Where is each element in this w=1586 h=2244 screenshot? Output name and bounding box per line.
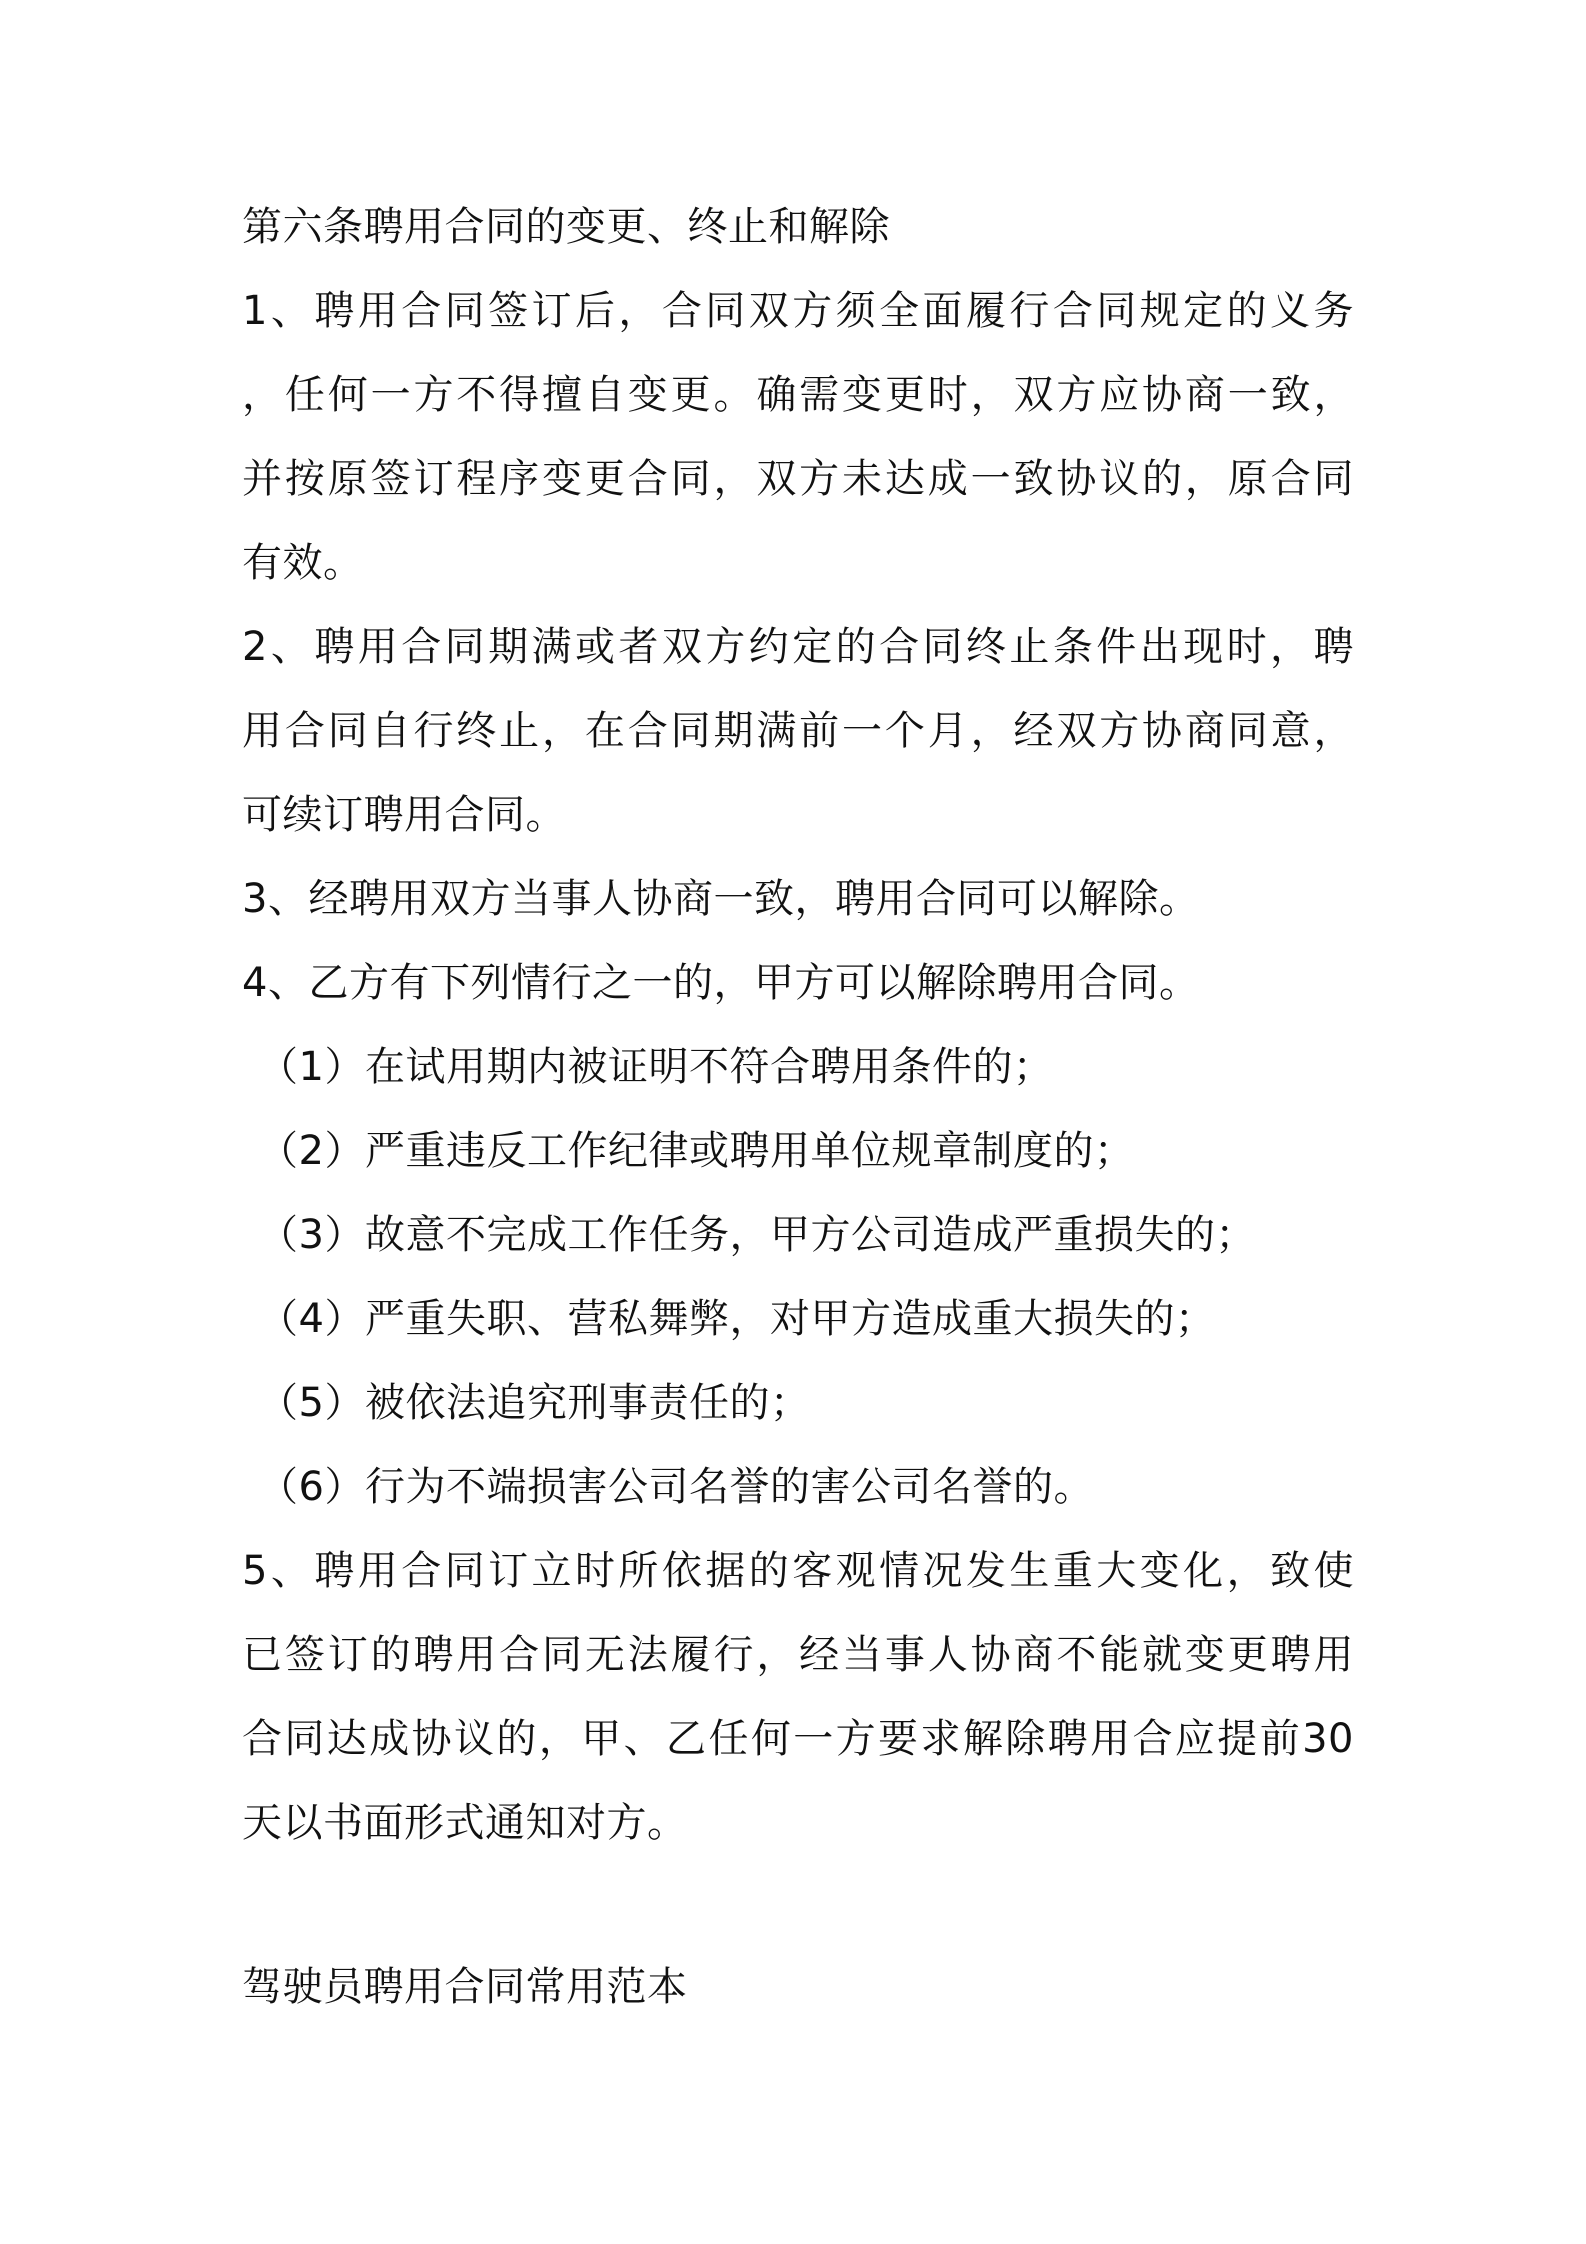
sub-item-4: （4）严重失职、营私舞弊，对甲方造成重大损失的； (258, 1296, 1216, 1342)
clause-2-line-3: 可续订聘用合同。 (242, 792, 566, 838)
sub-item-2: （2）严重违反工作纪律或聘用单位规章制度的； (258, 1128, 1135, 1174)
clause-1-line-2: ，任何一方不得擅自变更。确需变更时，双方应协商一致， (242, 372, 1354, 418)
clause-5-line-2: 已签订的聘用合同无法履行，经当事人协商不能就变更聘用 (242, 1632, 1354, 1678)
sub-item-1: （1）在试用期内被证明不符合聘用条件的； (258, 1044, 1054, 1090)
clause-2-line-2: 用合同自行终止，在合同期满前一个月，经双方协商同意， (242, 708, 1354, 754)
clause-5-line-4: 天以书面形式通知对方。 (242, 1800, 688, 1846)
sub-item-6: （6）行为不端损害公司名誉的害公司名誉的。 (258, 1464, 1094, 1510)
sub-item-5: （5）被依法追究刑事责任的； (258, 1380, 811, 1426)
clause-4: 4、乙方有下列情行之一的，甲方可以解除聘用合同。 (242, 960, 1200, 1006)
footer-title: 驾驶员聘用合同常用范本 (242, 1964, 688, 2010)
clause-5-line-1: 5、聘用合同订立时所依据的客观情况发生重大变化，致使 (242, 1548, 1354, 1594)
clause-2-line-1: 2、聘用合同期满或者双方约定的合同终止条件出现时，聘 (242, 624, 1354, 670)
section-title: 第六条聘用合同的变更、终止和解除 (242, 204, 890, 250)
clause-1-line-3: 并按原签订程序变更合同，双方未达成一致协议的，原合同 (242, 456, 1354, 502)
clause-1-line-4: 有效。 (242, 540, 364, 586)
clause-3: 3、经聘用双方当事人协商一致，聘用合同可以解除。 (242, 876, 1200, 922)
clause-1-line-1: 1、聘用合同签订后，合同双方须全面履行合同规定的义务 (242, 288, 1354, 334)
clause-5-line-3: 合同达成协议的，甲、乙任何一方要求解除聘用合应提前30 (242, 1716, 1354, 1762)
sub-item-3: （3）故意不完成工作任务，甲方公司造成严重损失的； (258, 1212, 1256, 1258)
